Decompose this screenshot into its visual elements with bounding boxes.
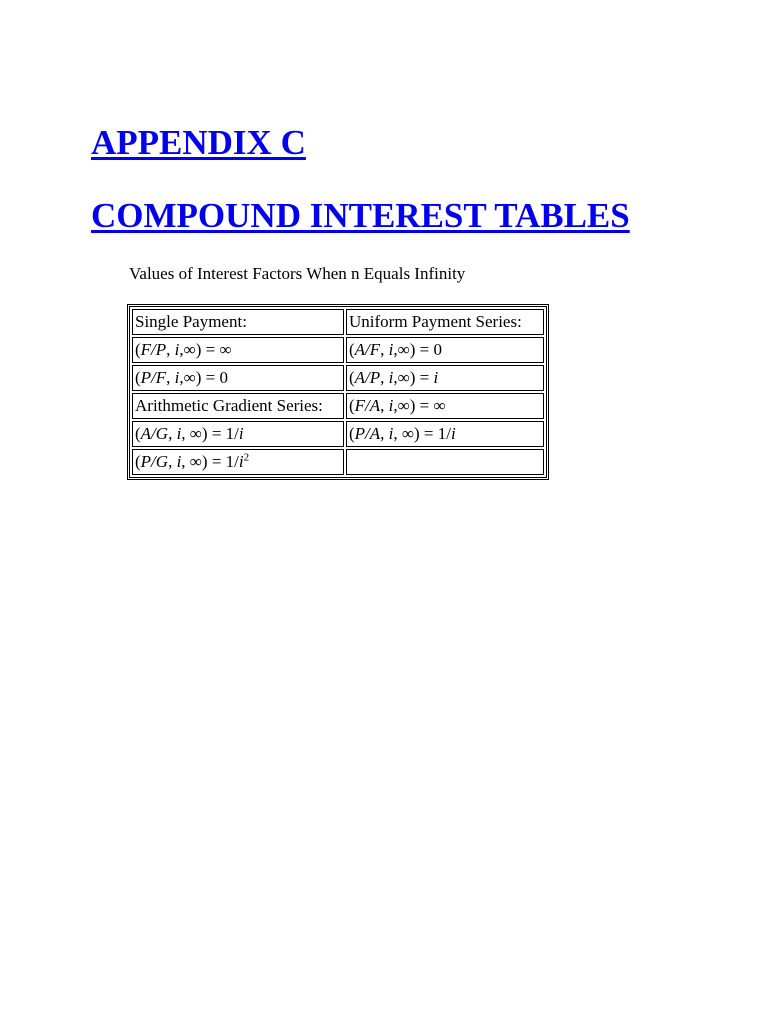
table-row <box>132 393 544 419</box>
appendix-heading-link[interactable]: APPENDIX C <box>91 123 306 162</box>
table-row <box>132 449 544 475</box>
factor-cell: (A/G, i, ∞) = 1/i <box>132 421 344 447</box>
factor-cell: (F/A, i,∞) = ∞ <box>346 393 544 419</box>
factor-cell: (F/P, i,∞) = ∞ <box>132 337 344 363</box>
table-caption: Values of Interest Factors When n Equals Infinity <box>129 264 466 283</box>
section-label-uniform-series: Uniform Payment Series: <box>346 309 544 335</box>
factor-cell: (P/F, i,∞) = 0 <box>132 365 344 391</box>
section-heading-link[interactable]: COMPOUND INTEREST TABLES <box>91 196 630 235</box>
table-row <box>132 421 544 447</box>
table-row <box>132 309 544 335</box>
table-row <box>132 365 544 391</box>
section-label-arithmetic-gradient: Arithmetic Gradient Series: <box>132 393 344 419</box>
factor-cell: (A/F, i,∞) = 0 <box>346 337 544 363</box>
section-label-single-payment: Single Payment: <box>132 309 344 335</box>
factor-cell: (A/P, i,∞) = i <box>346 365 544 391</box>
table-row <box>132 337 544 363</box>
interest-factors-table <box>127 304 549 480</box>
empty-cell <box>346 449 544 475</box>
factor-cell: (P/A, i, ∞) = 1/i <box>346 421 544 447</box>
factor-cell: (P/G, i, ∞) = $1/i^2$ <box>132 449 344 475</box>
